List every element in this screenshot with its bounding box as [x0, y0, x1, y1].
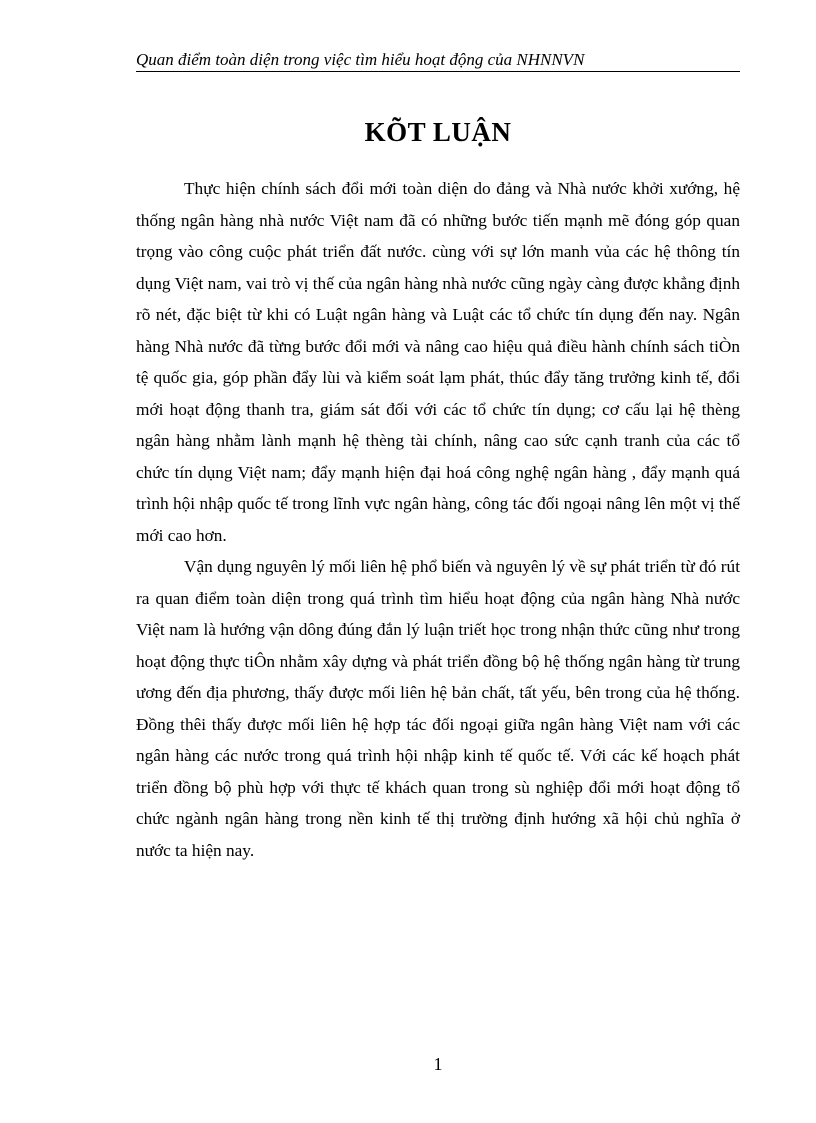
body-text — [136, 173, 740, 866]
paragraph: Thực hiện chính sách đổi mới toàn diện do đảng và Nhà nước khởi xướng, hệ thống ngân hàng nhà nước Việt nam đã có những bước tiến mạnh mẽ đóng góp quan trọng vào công cuộc phát triển đất nước. cùng với sự lớn manh vủa các hệ thông tín dụng Việt nam, vai trò vị thế của ngân hàng nhà nước cũng ngày càng được khẳng định rõ nét, đặc biệt từ khi có Luật ngân hàng và Luật các tổ chức tín dụng đến nay. Ngân hàng Nhà nước đã từng bước đổi mới và nâng cao hiệu quả điều hành chính sách tiÒn tệ quốc gia, góp phần đẩy lùi và kiểm soát lạm phát, thúc đẩy tăng trưởng kinh tế, đổi mới hoạt động thanh tra, giám sát đối với các tổ chức tín dụng; cơ cấu lại hệ thèng ngân hàng nhằm lành mạnh hệ thèng tài chính, nâng cao sức cạnh tranh của các tổ chức tín dụng Việt nam; đẩy mạnh hiện đại hoá công nghệ ngân hàng , đẩy mạnh quá trình hội nhập quốc tế trong lĩnh vực ngân hàng, công tác đối ngoại nâng lên một vị thế mới cao hơn. — [136, 179, 740, 545]
running-header: Quan điểm toàn diện trong việc tìm hiểu hoạt động của NHNNVN — [136, 49, 740, 72]
paragraph: Vận dụng nguyên lý mối liên hệ phổ biến và nguyên lý về sự phát triển từ đó rút ra quan điểm toàn diện trong quá trình tìm hiểu hoạt động của ngân hàng Nhà nước Việt nam là hướng vận dông đúng đắn lý luận triết học trong nhận thức cũng như trong hoạt động thực tiÔn nhằm xây dựng và phát triển đồng bộ hệ thống ngân hàng từ trung ương đến địa phương, thấy được mối liên hệ bản chất, tất yếu, bên trong của hệ thống. Đồng thêi thấy được mối liên hệ hợp tác đối ngoại giữa ngân hàng Việt nam với các ngân hàng các nước trong quá trình hội nhập kinh tế quốc tế. Với các kế hoạch phát triển đồng bộ phù hợp với thực tế khách quan trong sù nghiệp đổi mới hoạt động tổ chức ngành ngân hàng trong nền kinh tế thị trường định hướng xã hội chủ nghĩa ở nước ta hiện nay. — [136, 557, 740, 860]
page-title: KÕT LUẬN — [364, 117, 512, 148]
page-number: 1 — [433, 1054, 443, 1074]
